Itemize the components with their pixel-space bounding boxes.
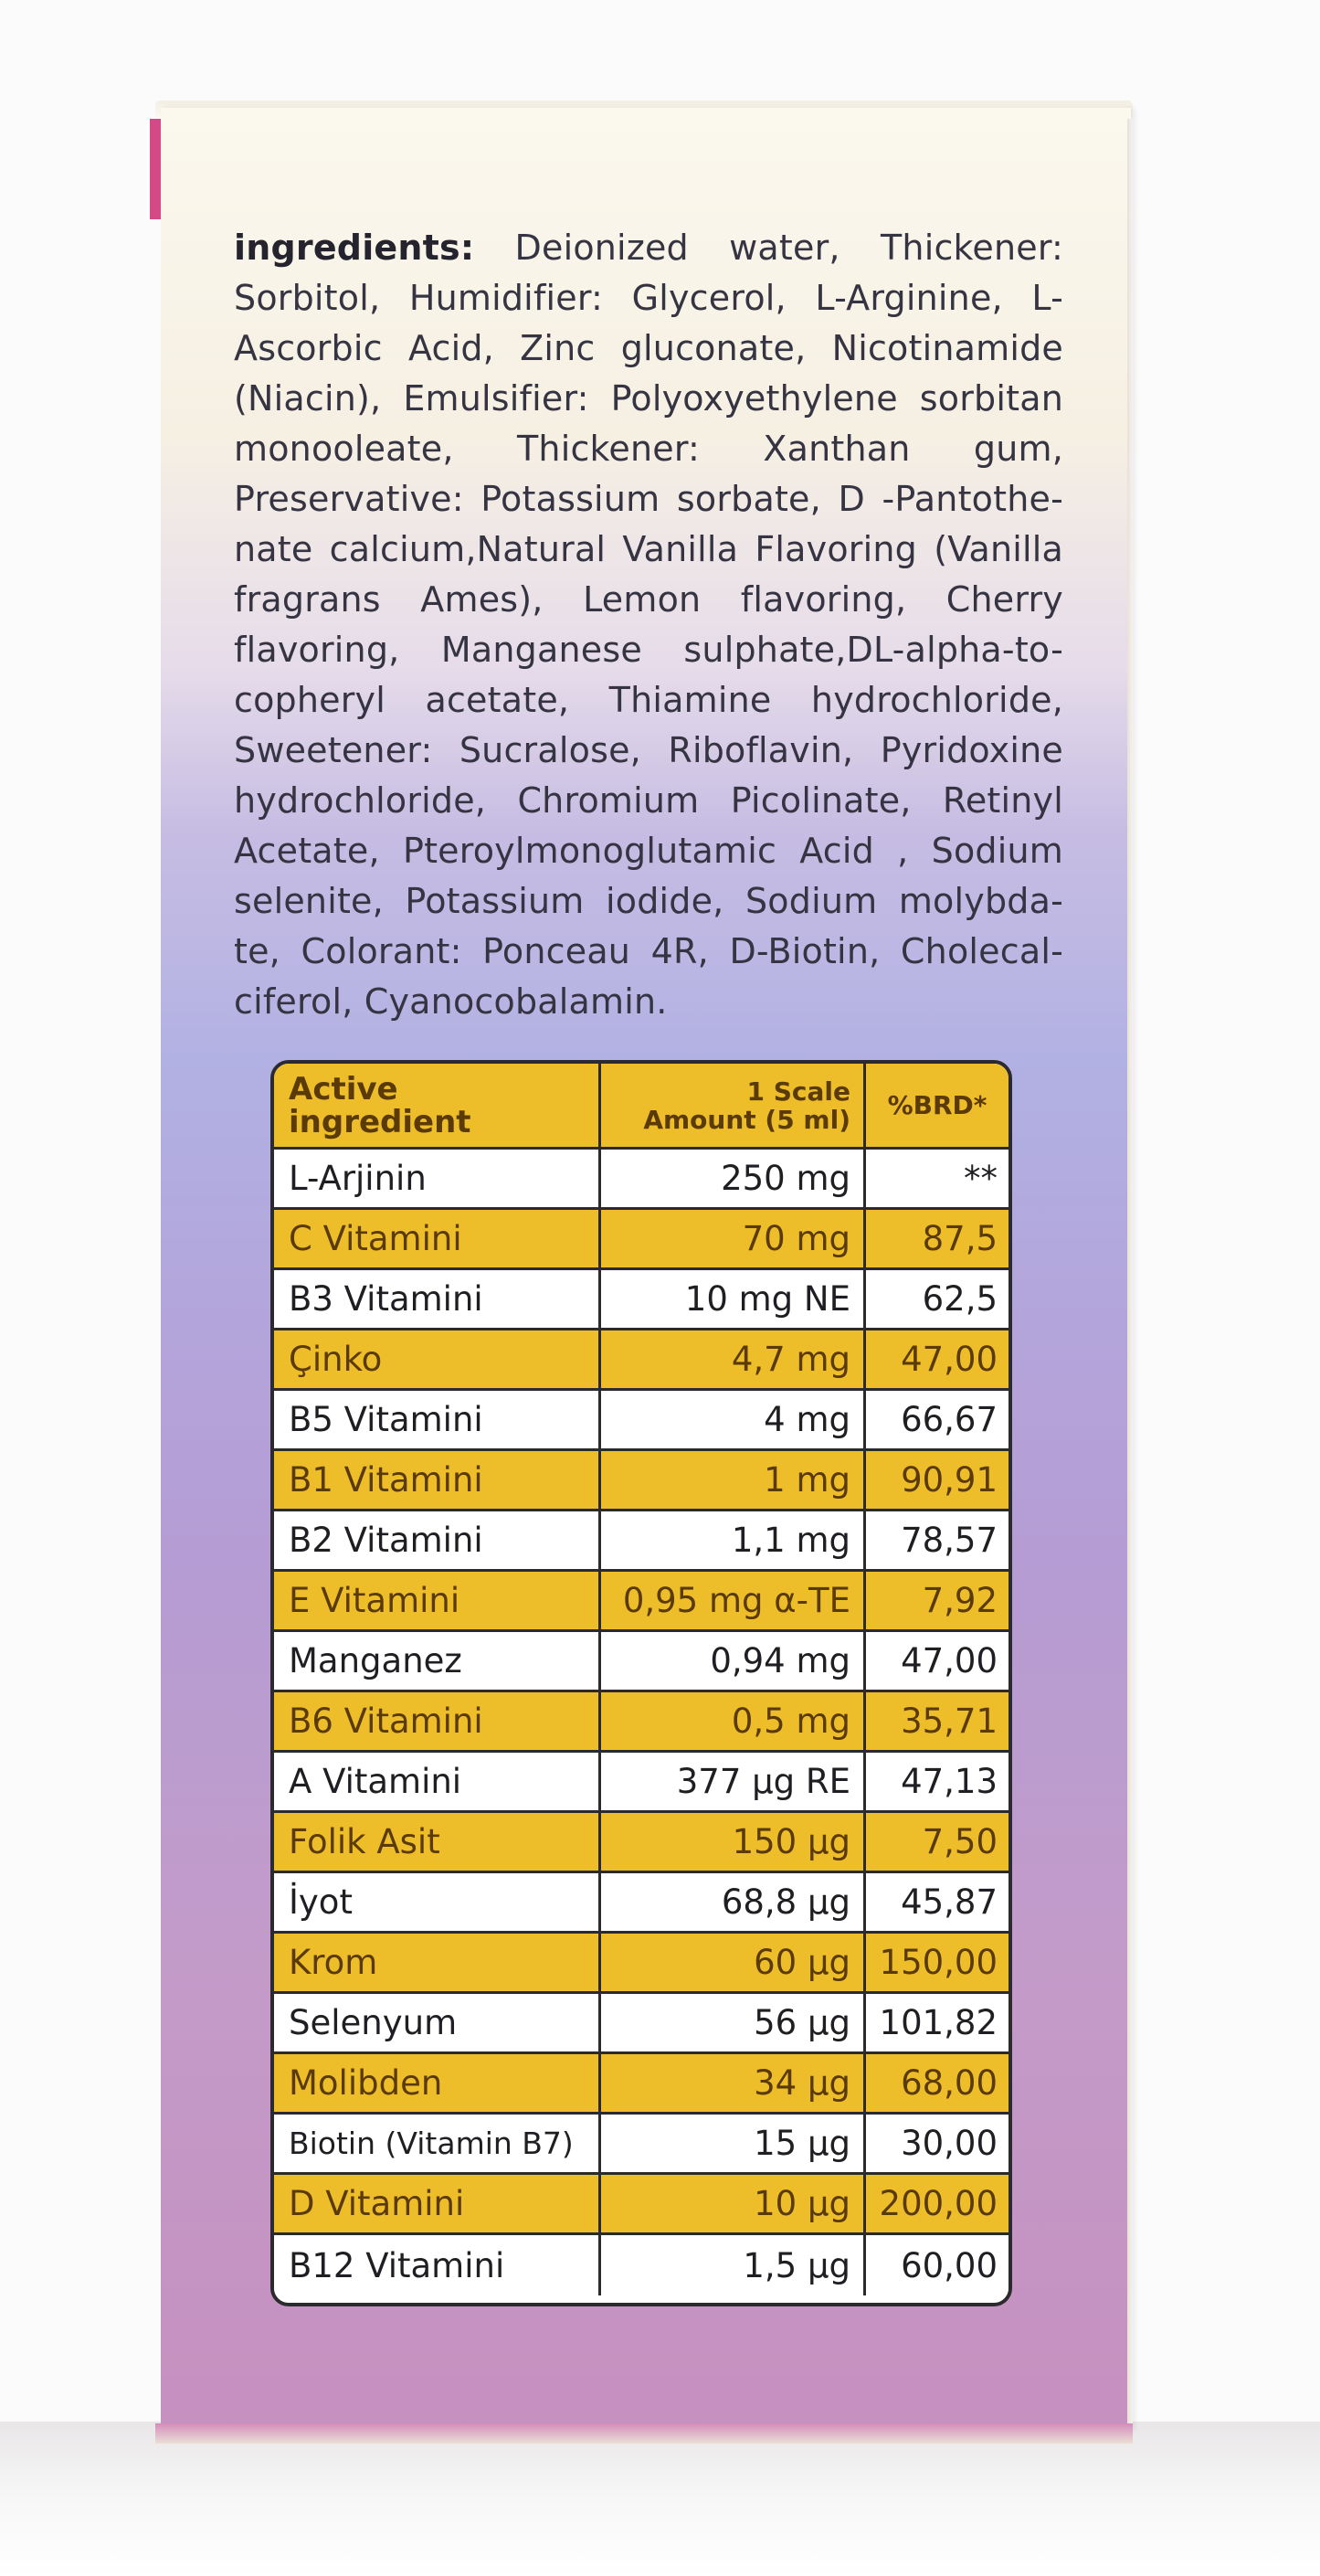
header-col2-line1: 1 Scale [746, 1076, 850, 1107]
ingredient-amount: 1,1 mg [601, 1511, 866, 1569]
ingredients-label: ingredients: [234, 228, 475, 268]
ingredient-name: L-Arjinin [274, 1150, 601, 1207]
table-row [274, 1572, 1008, 1632]
ingredient-name: D Vitamini [274, 2175, 601, 2232]
ingredient-name: B6 Vitamini [274, 1692, 601, 1750]
ingredient-brd: 101,82 [879, 2003, 998, 2042]
ingredient-name: B1 Vitamini [274, 1451, 601, 1509]
ingredient-amount: 70 mg [601, 1210, 866, 1267]
ingredient-brd: 87,5 [922, 1219, 998, 1258]
table-row [274, 1813, 1008, 1873]
ingredient-name: B3 Vitamini [274, 1270, 601, 1328]
ingredient-brd: 47,00 [901, 1641, 998, 1680]
table-header-row [274, 1064, 1008, 1150]
ingredient-amount: 377 µg RE [601, 1753, 866, 1810]
ingredient-amount: 4 mg [601, 1391, 866, 1448]
ingredient-amount: 10 µg [601, 2175, 866, 2232]
table-row [274, 1511, 1008, 1572]
ingredient-brd: ** [964, 1159, 998, 1198]
table-row [274, 1692, 1008, 1753]
ingredient-amount: 250 mg [601, 1150, 866, 1207]
header-col1-line1: Active [289, 1070, 398, 1108]
ingredient-name: Çinko [274, 1330, 601, 1388]
ingredient-brd: 47,00 [901, 1340, 998, 1379]
ingredient-name: B5 Vitamini [274, 1391, 601, 1448]
ingredient-amount: 1 mg [601, 1451, 866, 1509]
nutrition-table [270, 1060, 1012, 2306]
ingredient-brd: 62,5 [922, 1279, 998, 1319]
table-row [274, 1994, 1008, 2054]
ingredient-name: E Vitamini [274, 1572, 601, 1629]
ingredient-amount: 1,5 µg [601, 2235, 866, 2295]
nutrition-table-grid [274, 1064, 1008, 2303]
table-row [274, 2054, 1008, 2115]
ingredients-paragraph [234, 223, 1063, 1027]
ingredient-name: B12 Vitamini [274, 2235, 601, 2295]
table-row [274, 1873, 1008, 1934]
ingredient-amount: 10 mg NE [601, 1270, 866, 1328]
ingredient-amount: 150 µg [601, 1813, 866, 1871]
ingredient-brd: 150,00 [879, 1943, 998, 1982]
ingredients-text: Deionized water, Thickener: Sorbitol, Humidifier: Glycerol, L-Arginine, L-Ascorbic Acid, Zinc gluconate, Nicotinamide (Niacin), Emulsifier: Polyoxyethylene sorbitan monooleate, Thickener: Xanthan gum, Preservative: Potassium sorbate, D -Pantothe-nate calcium,Natural Vanilla Flavoring (Vanilla fragrans Ames), Lemon flavoring, Cherry flavoring, Manganese sulphate,DL-alpha-to-copheryl acetate, Thiamine hydrochloride, Sweetener: Sucralose, Riboflavin, Pyridoxine hydrochloride, Chromium Picolinate, Retinyl Acetate, Pteroylmonoglutamic Acid , Sodium selenite, Potassium iodide, Sodium molybda-te, Colorant: Ponceau 4R, D-Biotin, Cholecal-ciferol, Cyanocobalamin. [234, 228, 1063, 1022]
box-pink-accent-stripe [150, 119, 161, 219]
ingredient-name: Biotin (Vitamin B7) [274, 2115, 601, 2172]
box-bottom-edge [155, 2423, 1133, 2443]
ingredient-amount: 34 µg [601, 2054, 866, 2112]
ingredient-name: B2 Vitamini [274, 1511, 601, 1569]
ingredient-amount: 68,8 µg [601, 1873, 866, 1931]
box-right-edge [1127, 119, 1133, 2431]
header-active-ingredient [274, 1064, 601, 1147]
ingredient-amount: 15 µg [601, 2115, 866, 2172]
ingredient-brd: 60,00 [901, 2245, 998, 2285]
table-row [274, 1270, 1008, 1330]
ingredient-amount: 0,95 mg α-TE [601, 1572, 866, 1629]
table-row [274, 2235, 1008, 2295]
ingredient-amount: 0,94 mg [601, 1632, 866, 1690]
table-row [274, 2115, 1008, 2175]
ingredient-name: İyot [274, 1873, 601, 1931]
ingredient-brd: 35,71 [901, 1701, 998, 1741]
table-row [274, 1632, 1008, 1692]
ingredient-brd: 7,92 [922, 1581, 998, 1620]
ingredient-amount: 0,5 mg [601, 1692, 866, 1750]
header-col2-line2: Amount (5 ml) [643, 1104, 850, 1135]
table-row [274, 1753, 1008, 1813]
ingredient-name: Molibden [274, 2054, 601, 2112]
table-row [274, 2175, 1008, 2235]
table-row [274, 1210, 1008, 1270]
ingredient-brd: 66,67 [901, 1400, 998, 1439]
ingredient-brd: 47,13 [901, 1762, 998, 1801]
header-amount [601, 1064, 866, 1147]
ingredient-name: A Vitamini [274, 1753, 601, 1810]
ingredient-brd: 45,87 [901, 1882, 998, 1922]
ingredient-brd: 90,91 [901, 1460, 998, 1500]
ingredient-name: Manganez [274, 1632, 601, 1690]
table-row [274, 1391, 1008, 1451]
ingredient-brd: 200,00 [879, 2184, 998, 2223]
header-col1-line2: ingredient [289, 1103, 471, 1140]
ingredient-brd: 78,57 [901, 1521, 998, 1560]
ingredient-amount: 60 µg [601, 1934, 866, 1991]
table-row [274, 1451, 1008, 1511]
table-row [274, 1934, 1008, 1994]
ingredient-name: Krom [274, 1934, 601, 1991]
ingredient-brd: 7,50 [922, 1822, 998, 1861]
table-row [274, 1330, 1008, 1391]
ingredient-name: Selenyum [274, 1994, 601, 2051]
header-brd: %BRD* [887, 1090, 987, 1120]
ingredient-name: C Vitamini [274, 1210, 601, 1267]
ingredient-name: Folik Asit [274, 1813, 601, 1871]
table-row [274, 1150, 1008, 1210]
ingredient-brd: 68,00 [901, 2063, 998, 2103]
ingredient-amount: 4,7 mg [601, 1330, 866, 1388]
ingredient-amount: 56 µg [601, 1994, 866, 2051]
table-surface-reflection [0, 2422, 1320, 2576]
ingredient-brd: 30,00 [901, 2124, 998, 2163]
